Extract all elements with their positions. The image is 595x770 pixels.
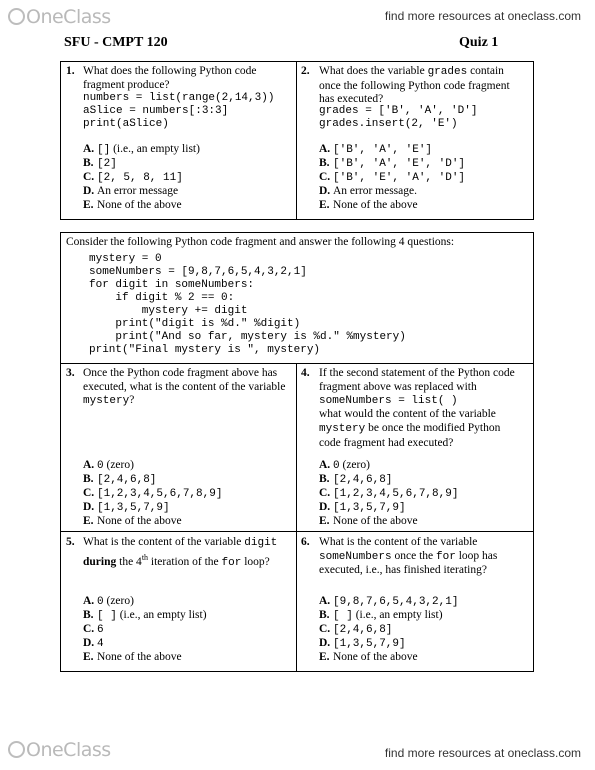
- q6-text: What is the content of the variable someNumbers once the for loop has executed, i.e., has finished iterating?: [319, 536, 498, 576]
- q1-code-line-1: numbers = list(range(2,14,3)): [83, 92, 275, 104]
- oneclass-logo-footer[interactable]: [8, 739, 111, 761]
- q6-option-d[interactable]: D. [1,3,5,7,9]: [319, 637, 406, 650]
- shared-intro: Consider the following Python code fragment and answer the following 4 questions:: [66, 236, 455, 248]
- q2-code-line-2: grades.insert(2, 'E'): [319, 118, 458, 130]
- q2-text: What does the variable grades contain once the following Python code fragment has executed?: [319, 65, 510, 105]
- logo-text: OneClass: [26, 739, 111, 761]
- q1-number: 1.: [66, 65, 75, 77]
- q4-number: 4.: [301, 367, 310, 379]
- q1-option-b[interactable]: B. [2]: [83, 157, 117, 170]
- q6-number: 6.: [301, 536, 310, 548]
- q5-option-c[interactable]: C. 6: [83, 623, 104, 636]
- shared-code-line-5: mystery += digit: [89, 305, 248, 317]
- q1-text: What does the following Python code fragment produce?: [83, 65, 257, 91]
- q4-text-2: what would the content of the variable: [319, 408, 496, 420]
- logo-circle-icon: [8, 741, 25, 758]
- shared-code-line-8: print("Final mystery is ", mystery): [89, 344, 321, 356]
- quiz-title: Quiz 1: [459, 35, 499, 50]
- q1-option-e[interactable]: E. None of the above: [83, 199, 182, 211]
- course-title: SFU - CMPT 120: [64, 35, 168, 50]
- q3-option-d[interactable]: D. [1,3,5,7,9]: [83, 501, 170, 514]
- q2-option-c[interactable]: C. ['B', 'E', 'A', 'D']: [319, 171, 466, 184]
- q1-code-line-2: aSlice = numbers[:3:3]: [83, 105, 229, 117]
- q5-number: 5.: [66, 536, 75, 548]
- q3-option-e[interactable]: E. None of the above: [83, 515, 182, 527]
- q5-option-d[interactable]: D. 4: [83, 637, 104, 650]
- tagline-link[interactable]: find more resources at oneclass.com: [384, 9, 581, 23]
- shared-code-line-4: if digit % 2 == 0:: [89, 292, 235, 304]
- q2-code-line-1: grades = ['B', 'A', 'D']: [319, 105, 478, 117]
- q6-option-b[interactable]: B. [ ] (i.e., an empty list): [319, 609, 443, 622]
- q2-option-e[interactable]: E. None of the above: [319, 199, 418, 211]
- q2-option-d[interactable]: D. An error message.: [319, 185, 417, 197]
- q1-code-line-3: print(aSlice): [83, 118, 169, 130]
- q4-code: someNumbers = list( ): [319, 395, 458, 407]
- q5-option-e[interactable]: E. None of the above: [83, 651, 182, 663]
- shared-code-line-3: for digit in someNumbers:: [89, 279, 255, 291]
- shared-code-line-6: print("digit is %d." %digit): [89, 318, 301, 330]
- q1-option-d[interactable]: D. An error message: [83, 185, 179, 197]
- q5-option-a[interactable]: A. 0 (zero): [83, 595, 134, 608]
- q4-option-c[interactable]: C. [1,2,3,4,5,6,7,8,9]: [319, 487, 459, 500]
- questions-3-6-box: [60, 232, 534, 672]
- q3-option-a[interactable]: A. 0 (zero): [83, 459, 134, 472]
- logo-text: OneClass: [26, 6, 111, 28]
- shared-code-line-7: print("And so far, mystery is %d." %mystery): [89, 331, 406, 343]
- shared-code-line-2: someNumbers = [9,8,7,6,5,4,3,2,1]: [89, 266, 307, 278]
- q4-text: If the second statement of the Python code fragment above was replaced with: [319, 367, 515, 393]
- q2-option-a[interactable]: A. ['B', 'A', 'E']: [319, 143, 433, 156]
- q3-option-b[interactable]: B. [2,4,6,8]: [83, 473, 157, 486]
- q2-option-b[interactable]: B. ['B', 'A', 'E', 'D']: [319, 157, 466, 170]
- q3-option-c[interactable]: C. [1,2,3,4,5,6,7,8,9]: [83, 487, 223, 500]
- q6-option-e[interactable]: E. None of the above: [319, 651, 418, 663]
- q4-option-b[interactable]: B. [2,4,6,8]: [319, 473, 393, 486]
- q5-option-b[interactable]: B. [ ] (i.e., an empty list): [83, 609, 207, 622]
- q2-number: 2.: [301, 65, 310, 77]
- oneclass-logo[interactable]: [8, 6, 111, 28]
- q4-option-e[interactable]: E. None of the above: [319, 515, 418, 527]
- q6-option-a[interactable]: A. [9,8,7,6,5,4,3,2,1]: [319, 595, 459, 608]
- q3-text: Once the Python code fragment above has executed, what is the content of the variable mystery?: [83, 367, 286, 407]
- q4-option-a[interactable]: A. 0 (zero): [319, 459, 370, 472]
- questions-1-2-box: [60, 61, 534, 220]
- tagline-link-footer[interactable]: find more resources at oneclass.com: [384, 746, 581, 760]
- q1-option-c[interactable]: C. [2, 5, 8, 11]: [83, 171, 183, 184]
- q4-text-3: mystery be once the modified Python code fragment had executed?: [319, 422, 501, 449]
- q6-option-c[interactable]: C. [2,4,6,8]: [319, 623, 393, 636]
- logo-circle-icon: [8, 8, 25, 25]
- q5-text: What is the content of the variable digit during the 4th iteration of the for loop?: [83, 536, 278, 569]
- q1-option-a[interactable]: A. [] (i.e., an empty list): [83, 143, 200, 156]
- q4-option-d[interactable]: D. [1,3,5,7,9]: [319, 501, 406, 514]
- shared-code-line-1: mystery = 0: [89, 253, 162, 265]
- q3-number: 3.: [66, 367, 75, 379]
